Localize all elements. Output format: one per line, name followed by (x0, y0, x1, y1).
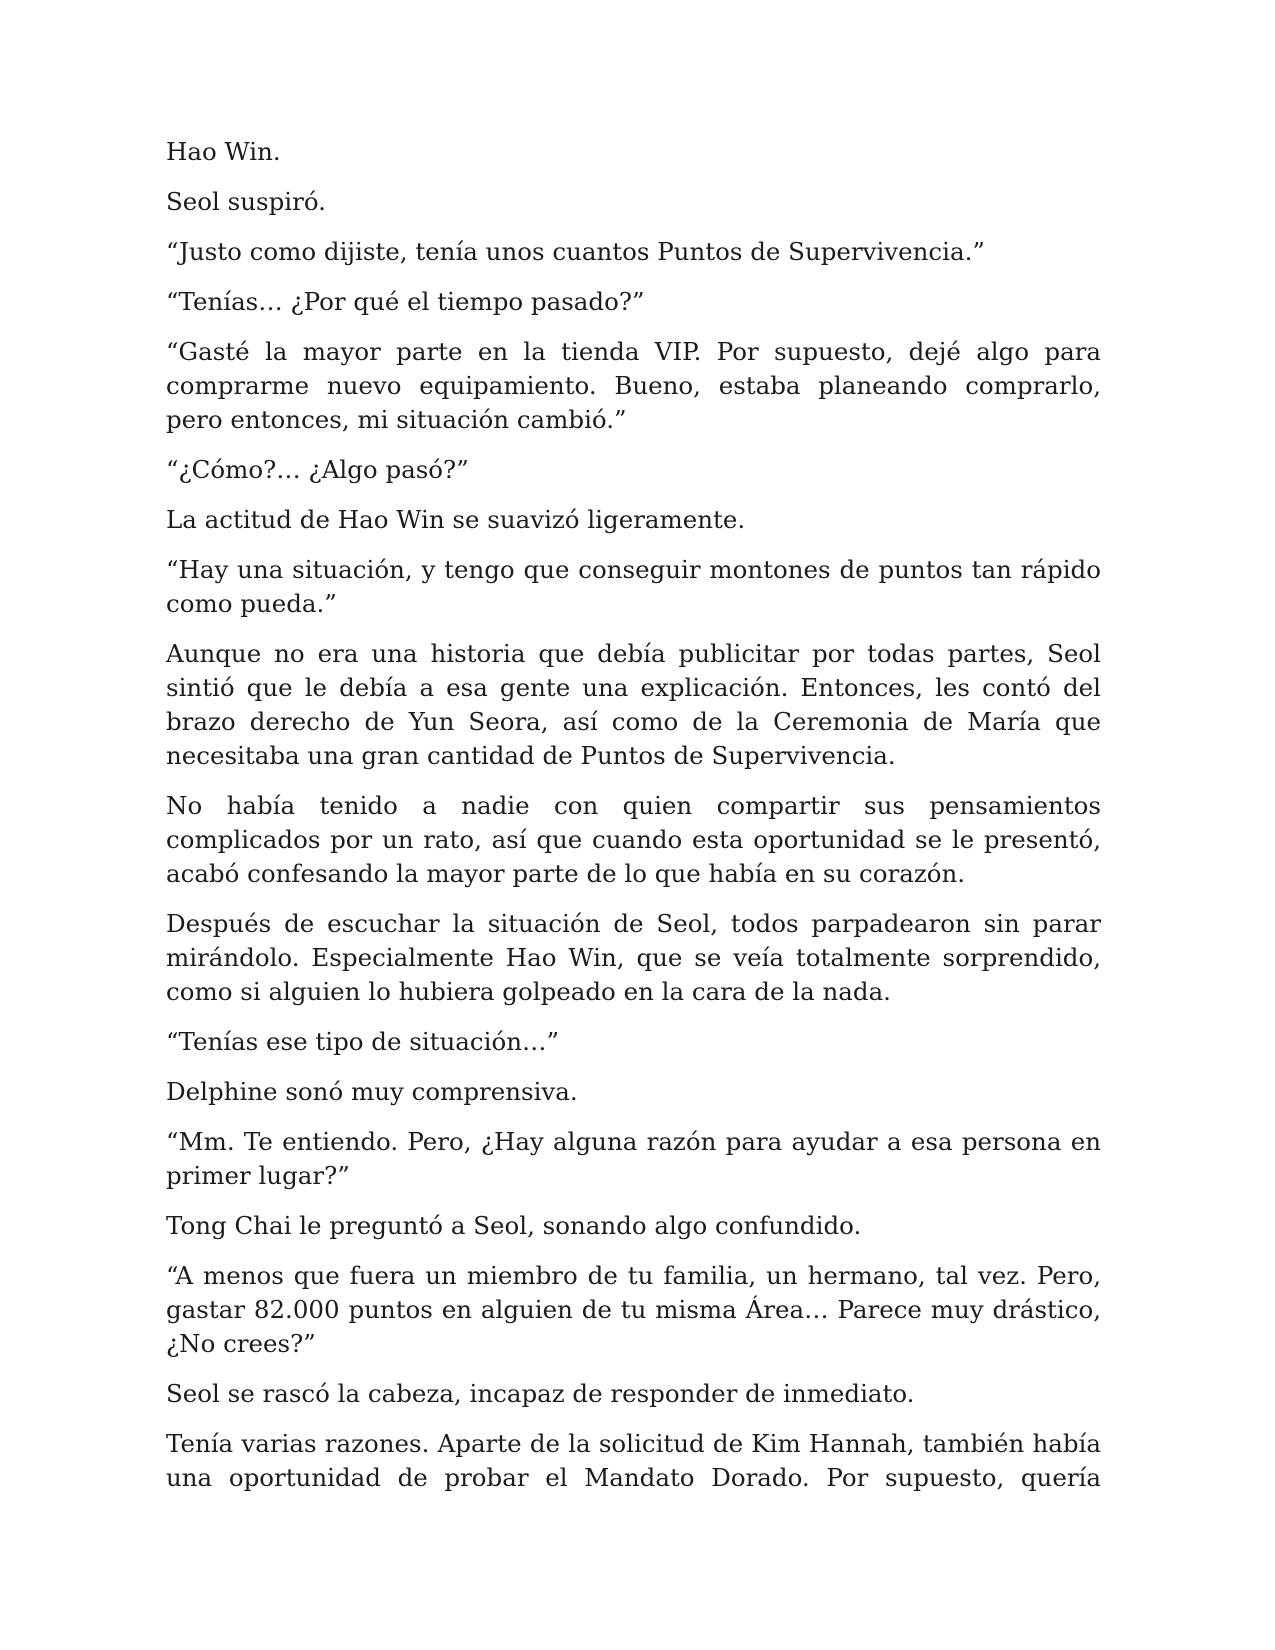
paragraph: No había tenido a nadie con quien compartir sus pensamientos complicados por un rato, así que cuando esta oportunidad se le presentó, acabó confesando la mayor parte de lo que había en su corazón. (166, 791, 1101, 888)
paragraph: Después de escuchar la situación de Seol, todos parpadearon sin parar mirándolo. Especialmente Hao Win, que se veía totalmente sorprendido, como si alguien lo hubiera golpeado en la cara de la nada. (166, 909, 1101, 1006)
paragraph: La actitud de Hao Win se suavizó ligeramente. (166, 505, 746, 534)
paragraph: “Justo como dijiste, tenía unos cuantos Puntos de Supervivencia.” (166, 237, 985, 266)
paragraph: Tong Chai le preguntó a Seol, sonando algo confundido. (166, 1211, 862, 1240)
body-text (166, 135, 1101, 1511)
paragraph: Seol suspiró. (166, 187, 326, 216)
paragraph: Tenía varias razones. Aparte de la solicitud de Kim Hannah, también había una oportunidad de probar el Mandato Dorado. Por supuesto, quería (166, 1429, 1101, 1492)
paragraph: “Tenías… ¿Por qué el tiempo pasado?” (166, 287, 645, 316)
paragraph: Aunque no era una historia que debía publicitar por todas partes, Seol sintió que le debía a esa gente una explicación. Entonces, les contó del brazo derecho de Yun Seora, así como de la Ceremonia de María que necesitaba una gran cantidad de Puntos de Supervivencia. (166, 639, 1101, 770)
paragraph: “Gasté la mayor parte en la tienda VIP. Por supuesto, dejé algo para comprarme nuevo equipamiento. Bueno, estaba planeando comprarlo, pero entonces, mi situación cambió.” (166, 337, 1101, 434)
paragraph: “¿Cómo?… ¿Algo pasó?” (166, 455, 469, 484)
paragraph: “Hay una situación, y tengo que conseguir montones de puntos tan rápido como pueda.” (166, 555, 1101, 618)
paragraph: “Tenías ese tipo de situación…” (166, 1027, 560, 1056)
paragraph: “A menos que fuera un miembro de tu familia, un hermano, tal vez. Pero, gastar 82.000 puntos en alguien de tu misma Área… Parece muy drástico, ¿No crees?” (166, 1261, 1101, 1358)
paragraph: Delphine sonó muy comprensiva. (166, 1077, 578, 1106)
paragraph: Hao Win. (166, 137, 281, 166)
paragraph: Seol se rascó la cabeza, incapaz de responder de inmediato. (166, 1379, 915, 1408)
paragraph: “Mm. Te entiendo. Pero, ¿Hay alguna razón para ayudar a esa persona en primer lugar?” (166, 1127, 1101, 1190)
